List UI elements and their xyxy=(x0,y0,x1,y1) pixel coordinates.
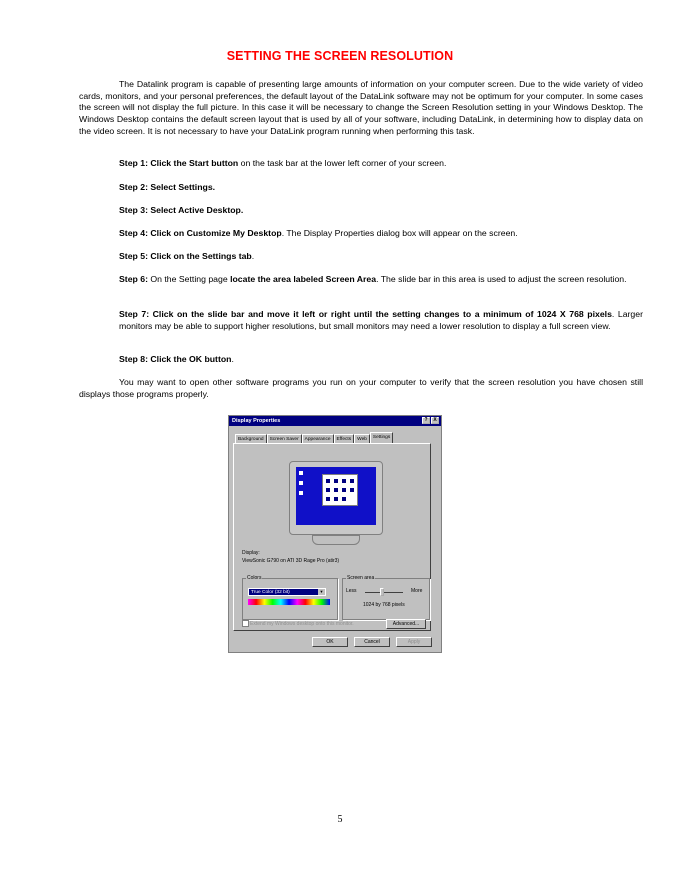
help-button[interactable]: ? xyxy=(422,417,430,424)
step-7-bold: Step 7: Click on the slide bar and move it left or right until the setting changes to a minimum of 1024 X 768 pixels xyxy=(119,309,612,319)
extend-desktop-checkbox[interactable] xyxy=(242,620,249,627)
desktop-icon xyxy=(299,481,303,485)
dialog-title: Display Properties xyxy=(232,418,281,424)
settings-panel xyxy=(233,443,431,631)
advanced-button[interactable]: Advanced... xyxy=(386,619,426,629)
screen-area-label: Screen area xyxy=(347,575,375,581)
display-properties-dialog xyxy=(228,415,442,653)
step-4-text: . The Display Properties dialog box will appear on the screen. xyxy=(281,228,518,238)
chevron-down-icon[interactable]: ▼ xyxy=(319,589,324,594)
colors-dropdown[interactable] xyxy=(248,588,326,596)
display-value: ViewSonic G790 on ATI 3D Rage Pro (atir3) xyxy=(242,558,340,564)
step-6-bold: locate the area labeled Screen Area xyxy=(230,274,377,284)
step-4-bold: Step 4: Click on Customize My Desktop xyxy=(119,228,282,238)
dialog-tabs xyxy=(235,432,393,443)
monitor-screen xyxy=(296,467,376,525)
folder-icon xyxy=(334,497,338,501)
step-6 xyxy=(119,274,643,286)
ok-button[interactable]: OK xyxy=(312,637,348,647)
step-8 xyxy=(119,354,643,366)
step-6-middle: On the Setting page xyxy=(147,274,231,284)
folder-icon xyxy=(342,497,346,501)
extend-desktop-label: Extend my Windows desktop onto this monitor. xyxy=(250,621,354,627)
step-2-bold: Step 2: Select Settings. xyxy=(119,182,216,192)
monitor-preview xyxy=(289,461,383,535)
resolution-text: 1024 by 768 pixels xyxy=(363,602,405,608)
more-label: More xyxy=(411,588,423,594)
desktop-icon xyxy=(299,471,303,475)
step-3 xyxy=(119,205,643,217)
folder-icon xyxy=(342,479,346,483)
step-1-text: on the task bar at the lower left corner of your screen. xyxy=(238,158,447,168)
desktop-icon xyxy=(299,491,303,495)
step-7 xyxy=(119,309,643,332)
folder-icon xyxy=(326,479,330,483)
folder-icon xyxy=(350,488,354,492)
step-5 xyxy=(119,251,643,263)
step-2 xyxy=(119,182,643,194)
closing-paragraph: You may want to open other software programs you run on your computer to verify that the screen resolution you have chosen still displays those programs properly. xyxy=(79,377,643,399)
step-1-bold: Step 1: Click the Start button xyxy=(119,158,239,168)
tab-appearance[interactable]: Appearance xyxy=(302,434,334,444)
preview-window xyxy=(322,474,358,506)
color-palette-bar xyxy=(248,599,330,605)
step-6-label: Step 6: xyxy=(119,274,148,284)
less-label: Less xyxy=(346,588,357,594)
step-7-text: . Larger monitors may be able to support higher resolutions, but small monitors may need a lower resolution to display a full screen view. xyxy=(119,309,643,331)
resolution-slider-thumb[interactable] xyxy=(380,588,384,596)
step-6-text: . The slide bar in this area is used to adjust the screen resolution. xyxy=(376,274,627,284)
folder-icon xyxy=(334,479,338,483)
cancel-button[interactable]: Cancel xyxy=(354,637,390,647)
folder-icon xyxy=(326,488,330,492)
dialog-title-bar xyxy=(229,416,441,426)
tab-screen-saver[interactable]: Screen Saver xyxy=(267,434,302,444)
step-5-text: . xyxy=(251,251,255,261)
close-button[interactable]: X xyxy=(431,417,439,424)
apply-button[interactable]: Apply xyxy=(396,637,432,647)
step-8-bold: Step 8: Click the OK button xyxy=(119,354,232,364)
page-number: 5 xyxy=(337,814,343,825)
tab-effects[interactable]: Effects xyxy=(334,434,355,444)
colors-label: Colors xyxy=(247,575,262,581)
step-8-text: . xyxy=(231,354,234,364)
folder-icon xyxy=(350,479,354,483)
page-title: SETTING THE SCREEN RESOLUTION xyxy=(226,49,454,63)
folder-icon xyxy=(334,488,338,492)
monitor-stand xyxy=(312,535,360,545)
step-5-bold: Step 5: Click on the Settings tab xyxy=(119,251,252,261)
screen-area-group xyxy=(342,575,430,620)
tab-web[interactable]: Web xyxy=(354,434,370,444)
colors-group xyxy=(242,575,338,620)
resolution-slider-track[interactable] xyxy=(365,592,403,593)
folder-icon xyxy=(326,497,330,501)
step-1 xyxy=(119,158,643,170)
step-4 xyxy=(119,228,643,240)
display-label: Display: xyxy=(242,550,260,556)
tab-background[interactable]: Background xyxy=(235,434,267,444)
colors-value: True Color (32 bit) xyxy=(251,590,290,595)
step-3-bold: Step 3: Select Active Desktop. xyxy=(119,205,244,215)
tab-settings[interactable]: Settings xyxy=(370,432,393,444)
folder-icon xyxy=(342,488,346,492)
intro-paragraph: The Datalink program is capable of presenting large amounts of information on your computer screen. Due to the wide variety of video cards, monitors, and your personal preferences, the default layout of the DataLink software may not be optimum for your computer. In some cases the screen will not display the full picture. In this case it will be necessary to change the Screen Resolution setting in your Windows Desktop. The Windows Desktop contains the default screen layout that is used by all of your software, including DataLink, in determining how to display data on the video screen. It is not necessary to have your DataLink program running when performing this task. xyxy=(79,79,643,136)
